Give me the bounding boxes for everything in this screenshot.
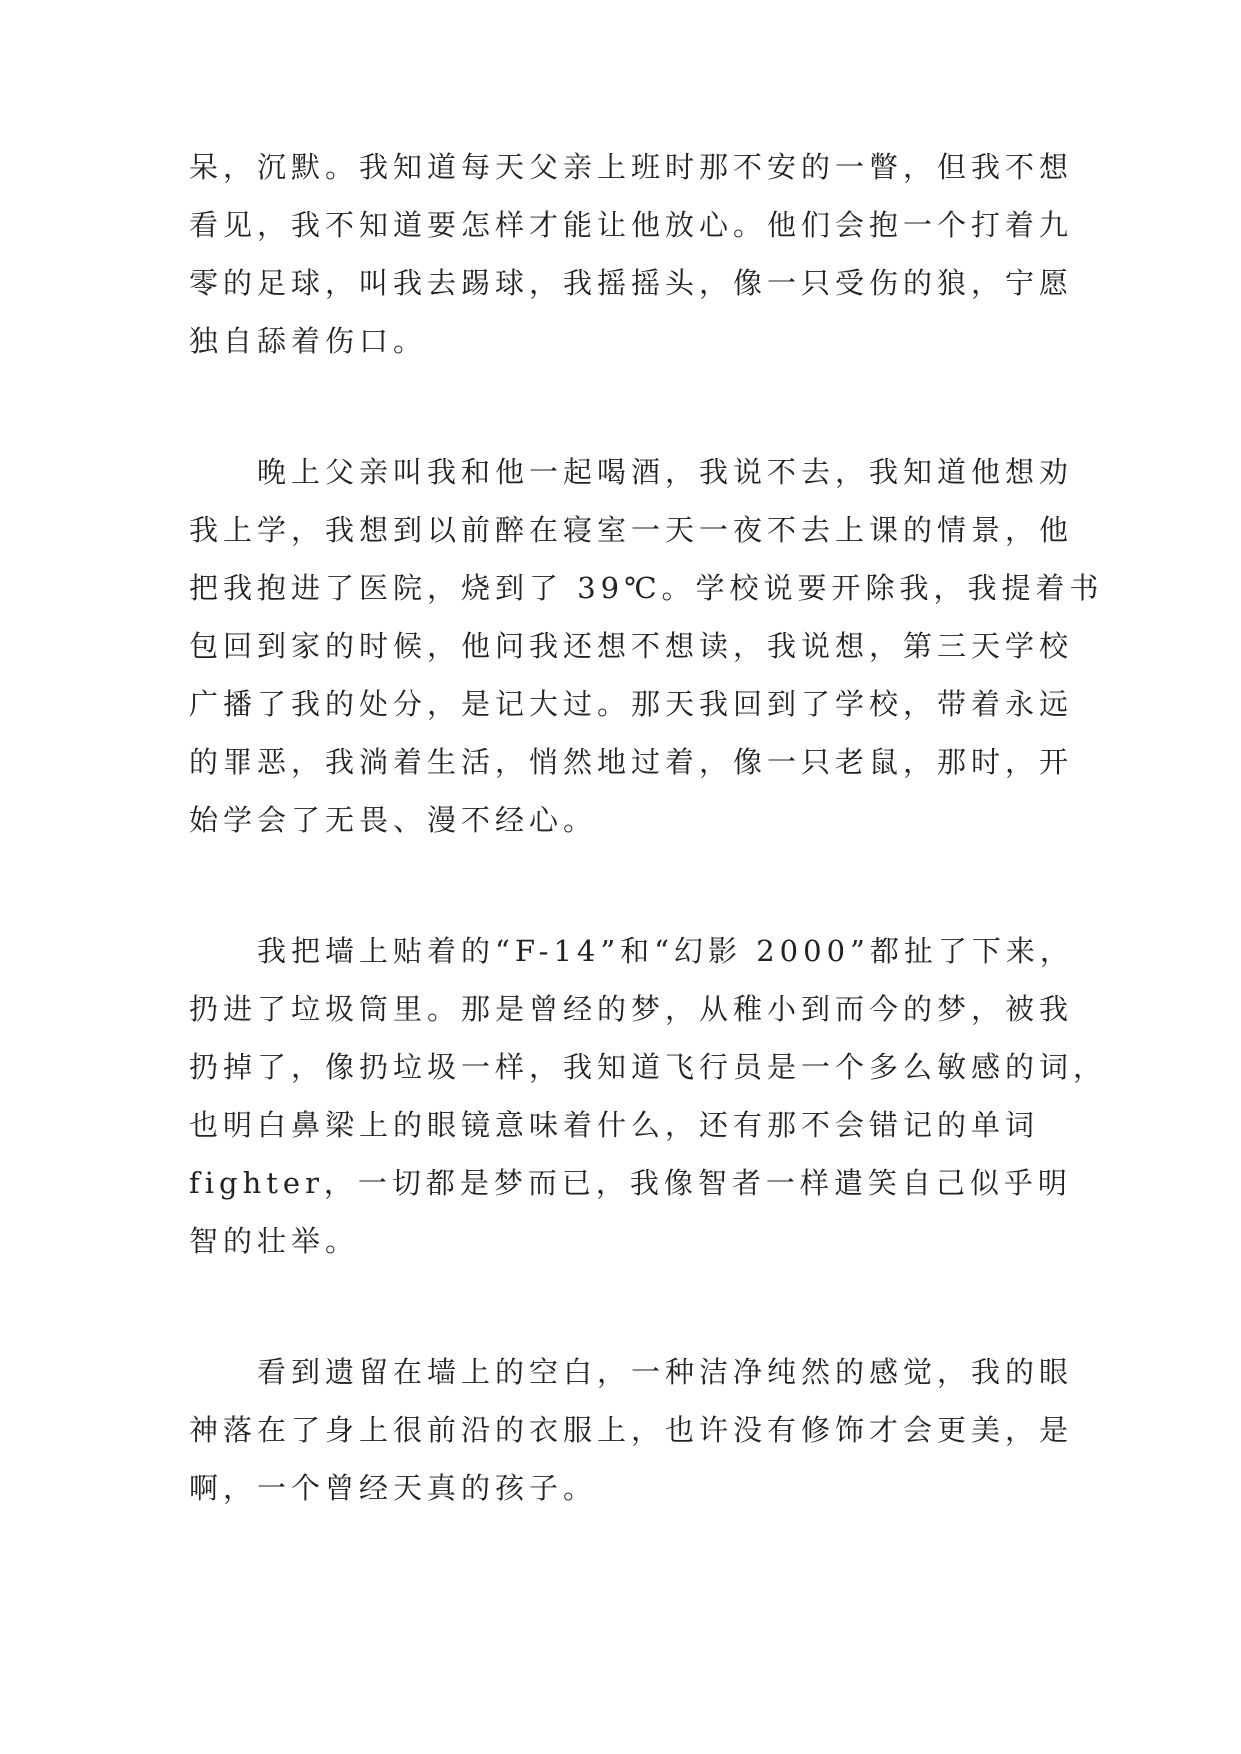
- text-line: 把我抱进了医院，烧到了 39℃。学校说要开除我，我提着书: [189, 571, 1104, 605]
- text-line: 也明白鼻梁上的眼镜意味着什么，还有那不会错记的单词: [189, 1108, 1040, 1142]
- text-line: 广播了我的处分，是记大过。那天我回到了学校，带着永远: [189, 687, 1074, 721]
- text-line: 扔进了垃圾筒里。那是曾经的梦，从稚小到而今的梦，被我: [189, 992, 1074, 1026]
- text-line: 智的壮举。: [189, 1224, 360, 1258]
- text-line: 看见，我不知道要怎样才能让他放心。他们会抱一个打着九: [189, 208, 1074, 242]
- text-line: 独自舔着伤口。: [189, 324, 428, 358]
- text-line: 神落在了身上很前沿的衣服上，也许没有修饰才会更美，是: [189, 1413, 1074, 1447]
- text-line: 零的足球，叫我去踢球，我摇摇头，像一只受伤的狼，宁愿: [189, 266, 1074, 300]
- text-line: 我上学，我想到以前醉在寝室一天一夜不去上课的情景，他: [189, 513, 1074, 547]
- paragraph-4: [189, 1343, 1073, 1517]
- text-line: 的罪恶，我淌着生活，悄然地过着，像一只老鼠，那时，开: [189, 745, 1074, 779]
- text-line: fighter，一切都是梦而已，我像智者一样遣笑自己似乎明: [189, 1166, 1072, 1200]
- text-line: 包回到家的时候，他问我还想不想读，我说想，第三天学校: [189, 629, 1074, 663]
- text-line: 始学会了无畏、漫不经心。: [189, 803, 598, 837]
- text-line: 我把墙上贴着的“F-14”和“幻影 2000”都扯了下来，: [257, 934, 1074, 968]
- text-line: 晚上父亲叫我和他一起喝酒，我说不去，我知道他想劝: [257, 455, 1074, 489]
- paragraph-1: [189, 138, 1073, 370]
- text-line: 扔掉了，像扔垃圾一样，我知道飞行员是一个多么敏感的词，: [189, 1050, 1108, 1084]
- paragraph-2: [189, 443, 1104, 849]
- paragraph-3: [189, 922, 1107, 1270]
- text-line: 啊，一个曾经天真的孩子。: [189, 1471, 598, 1505]
- text-line: 看到遗留在墙上的空白，一种洁净纯然的感觉，我的眼: [257, 1355, 1074, 1389]
- text-line: 呆，沉默。我知道每天父亲上班时那不安的一瞥，但我不想: [189, 150, 1074, 184]
